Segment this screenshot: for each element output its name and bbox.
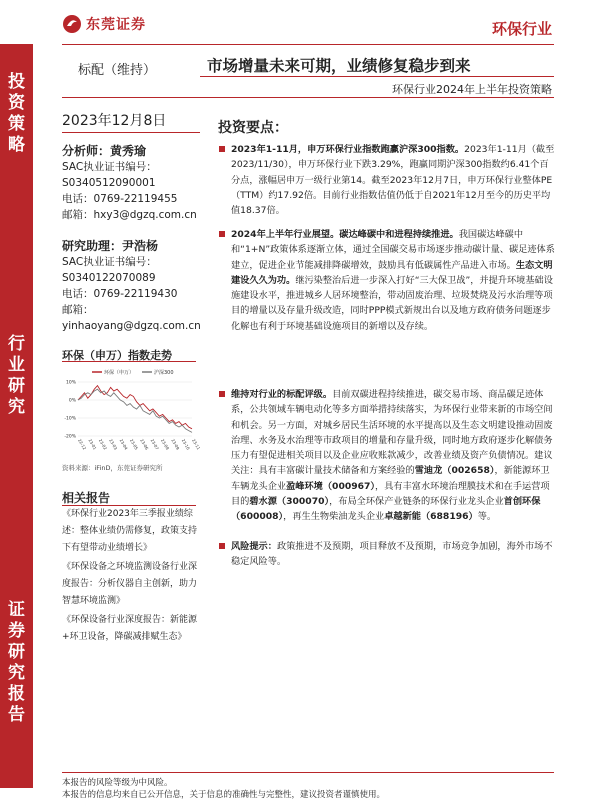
key-point-3-text-2: ，新能源环卫车辆龙头企业 [231,465,550,492]
key-point-3-heading: 维持对行业的标配评级。 [231,389,333,400]
bullet-square-icon [219,146,225,152]
key-point-1-heading: 2023年1-11月，申万环保行业指数跑赢沪深300指数。 [231,144,465,155]
key-point-3-text-3: ，具有丰富水环境治理膜技术和在手运营项目的 [231,480,550,508]
related-report-item[interactable]: 《环保设备之环境监测设备行业深度报告：分析仪器自主创新，助力智慧环境监测》 [62,562,198,606]
x-tick-label: 23-06 [139,438,150,451]
x-tick-label: 23-09 [170,438,181,451]
report-date: 2023年12月8日 [62,113,167,129]
risk-text: 政策推进不及预期，项目释放不及预期，市场竞争加剧，海外市场不稳定风险等。 [231,541,553,568]
related-reports-list [62,506,197,646]
subtitle-divider [62,97,554,98]
x-tick-label: 23-07 [149,438,160,451]
x-tick-label: 23-10 [180,438,191,451]
x-tick-label: 22-12 [77,438,88,451]
header-divider [62,44,554,45]
key-point-3-text-4: ，布局全环保产业链条的环保行业龙头企业 [329,496,504,508]
stock-schb: 首创环保（600008） [231,496,541,523]
footer-risk-level: 本报告的风险等级为中风险。 [62,778,173,788]
key-point-2-text: 我国碳达峰碳中和“1+N”政策体系逐渐立体，通过全国碳交易市场逐步推动碳计量、碳足迹体系建立，促进企业节能减排降碳增效，鼓励具有低碳属性产品进入市场。 [231,229,555,271]
analyst-name: 分析师：黄秀瑜 [62,144,147,158]
report-title: 市场增量未来可期，业绩修复稳步到来 [207,57,471,75]
sidebar-block-industry: 行 业 研 究 [8,334,25,417]
x-tick-label: 23-11 [191,438,202,451]
x-tick-label: 23-01 [87,438,98,451]
bullet-square-icon [219,543,225,549]
assistant-email[interactable]: yinhaoyang@dgzq.com.cn [62,320,201,332]
sidebar-block-strategy: 投 资 策 略 [8,72,25,155]
key-point-1 [219,142,557,218]
assistant-sac: S0340122070089 [62,272,156,284]
analyst-phone: 电话：0769-22119455 [62,193,178,205]
related-reports-title: 相关报告 [62,491,111,505]
assistant-email-label: 邮箱： [62,304,94,316]
brand-logo [62,14,146,34]
y-tick-label: 10% [65,380,76,386]
index-trend-chart [62,362,202,462]
x-tick-label: 23-04 [118,438,129,451]
stock-yfhj: 盈峰环境（000967） [286,480,376,492]
assistant-info [62,238,200,334]
chart-title: 环保（申万）指数走势 [62,349,172,362]
x-tick-label: 23-03 [108,438,119,451]
key-point-2-heading: 2024年上半年行业展望。碳达峰碳中和进程持续推进。 [231,229,459,240]
assistant-phone: 电话：0769-22119430 [62,288,178,300]
series-line [78,386,192,429]
key-point-3 [219,387,557,525]
rating: 标配（维持） [78,63,157,78]
key-point-3-text-6: 等。 [477,511,497,523]
chart-source: 资料来源：iFinD，东莞证券研究所 [62,464,163,472]
risk-heading: 风险提示： [231,541,277,552]
brand-name: 东莞证券 [86,17,146,33]
stock-zyxn: 卓越新能（688196） [384,511,478,523]
related-report-item[interactable]: 《环保设备行业深度报告：新能源+环卫设备，降碳减排赋生态》 [62,615,198,642]
footer-disclaimer: 本报告的信息均来自已公开信息，关于信息的准确性与完整性，建议投资者谨慎使用。 [62,790,386,800]
title-divider [200,76,554,77]
key-point-3-text-5: ，再生生物柴油龙头企业 [283,511,385,523]
analyst-sac: S0340512090001 [62,177,156,189]
x-tick-label: 23-02 [97,438,109,451]
stock-bsy: 碧水源（300070） [249,496,330,508]
report-subtitle: 环保行业2024年上半年投资策略 [392,83,552,96]
key-point-2 [219,227,557,334]
y-tick-label: 0% [68,398,76,404]
sidebar-block-report: 证 券 研 究 报 告 [8,600,25,725]
assistant-name: 研究助理：尹浩杨 [62,239,159,253]
key-point-4 [219,539,557,570]
bullet-square-icon [219,231,225,237]
brand-logo-icon [62,14,82,34]
key-point-3-text: 目前双碳进程持续推进，碳交易市场、商品碳足迹体系，公共领域车辆电动化等多方面举措持续落实，为环保行业带来新的市场空间和机会。另一方面，对城乡居民生活环境的水平提高以及生态文明建设推动固废治理、水务及水治理等市政项目的增量和存量升级，同时地方政府逐步化解债务压力有望促进相关项目以及企业应收账款减少，改善业绩及资产负债情况。建议关注：具有丰富碳计量技术储备和方案经验的 [231,389,553,477]
y-tick-label: -10% [64,416,76,422]
date-divider [62,132,200,133]
bullet-square-icon [219,391,225,397]
key-points-title: 投资要点： [218,120,288,136]
assistant-sac-label: SAC执业证书编号： [62,256,157,268]
key-point-1-text: 2023年1-11月（截至2023/11/30），申万环保行业下跌3.29%，跑赢同期沪深300指数约6.41个百分点，涨幅居申万一级行业第14。截至2023年12月7日，申万环保行业整体PE（TTM）约17.92倍。目前行业指数估值仍低于自2021年12月至今的历史平均值18.37倍。 [231,144,555,217]
left-sidebar [0,44,33,788]
key-point-2-subheading: 生态文明建设久久为功。 [231,259,553,286]
x-tick-label: 23-05 [128,438,140,451]
related-report-item[interactable]: 《环保行业2023年三季报业绩综述：整体业绩仍需修复，政策支持下有望带动业绩增长》 [62,509,198,553]
analyst-email[interactable]: 邮箱：hxy3@dgzq.com.cn [62,209,197,221]
series-line [78,389,192,432]
legend-label: 沪深300 [154,370,174,376]
x-tick-label: 23-08 [160,438,171,451]
legend-label: 环保（申万） [104,370,135,376]
analyst-sac-label: SAC执业证书编号： [62,161,157,173]
y-tick-label: -20% [64,434,76,440]
analyst-info [62,143,200,223]
footer-divider [62,772,554,773]
stock-sdl: 雪迪龙（002658） [414,465,495,477]
key-point-2-text-2: 继污染整治后进一步深入打好“三大保卫战”，并提升环境基础设施建设水平，推进城乡人居环境整治，带动固废治理、垃圾焚烧及污水治理等项目的增量以及存量升级改造，同时PPP模式新规出台以及地方政府债务问题逐步化解也有利于环境基础设施项目的新增以及存续。 [231,274,553,332]
industry-label: 环保行业 [491,20,552,38]
